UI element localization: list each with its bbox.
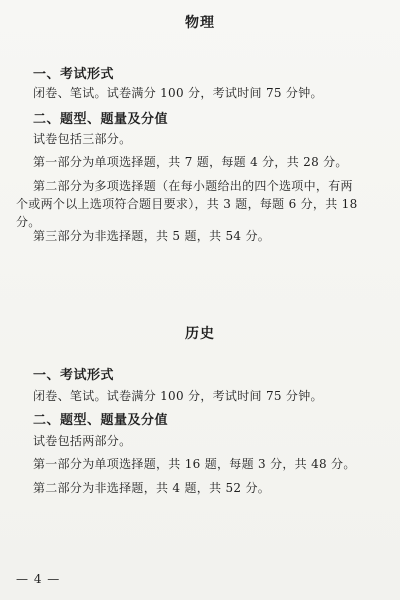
- history-heading-exam-format: 一、考试形式: [33, 368, 115, 383]
- physics-paragraph-part2: [16, 177, 382, 231]
- page-number: — 4 —: [16, 572, 61, 586]
- section-title-history: 历史: [185, 326, 215, 342]
- physics-paragraph-part2-line1: 第二部分为多项选择题（在每小题给出的四个选项中，有两: [33, 179, 353, 193]
- physics-paragraph-exam-format: 闭卷、笔试。试卷满分 100 分，考试时间 75 分钟。: [33, 86, 323, 100]
- history-paragraph-part2: 第二部分为非选择题，共 4 题，共 52 分。: [33, 481, 271, 495]
- physics-heading-exam-format: 一、考试形式: [33, 67, 115, 82]
- section-title-physics: 物理: [185, 15, 215, 31]
- history-paragraph-parts: 试卷包括两部分。: [33, 434, 132, 448]
- physics-heading-question-types: 二、题型、题量及分值: [33, 112, 169, 127]
- history-heading-question-types: 二、题型、题量及分值: [33, 413, 169, 428]
- physics-paragraph-part3: 第三部分为非选择题，共 5 题，共 54 分。: [33, 229, 271, 243]
- physics-paragraph-parts: 试卷包括三部分。: [33, 132, 132, 146]
- history-paragraph-exam-format: 闭卷、笔试。试卷满分 100 分，考试时间 75 分钟。: [33, 389, 323, 403]
- history-paragraph-part1: 第一部分为单项选择题，共 16 题，每题 3 分，共 48 分。: [33, 457, 356, 471]
- physics-paragraph-part1: 第一部分为单项选择题，共 7 题，每题 4 分，共 28 分。: [33, 155, 348, 169]
- physics-paragraph-part2-line2: 个或两个以上选项符合题目要求），共 3 题，每题 6 分，共 18 分。: [16, 197, 358, 229]
